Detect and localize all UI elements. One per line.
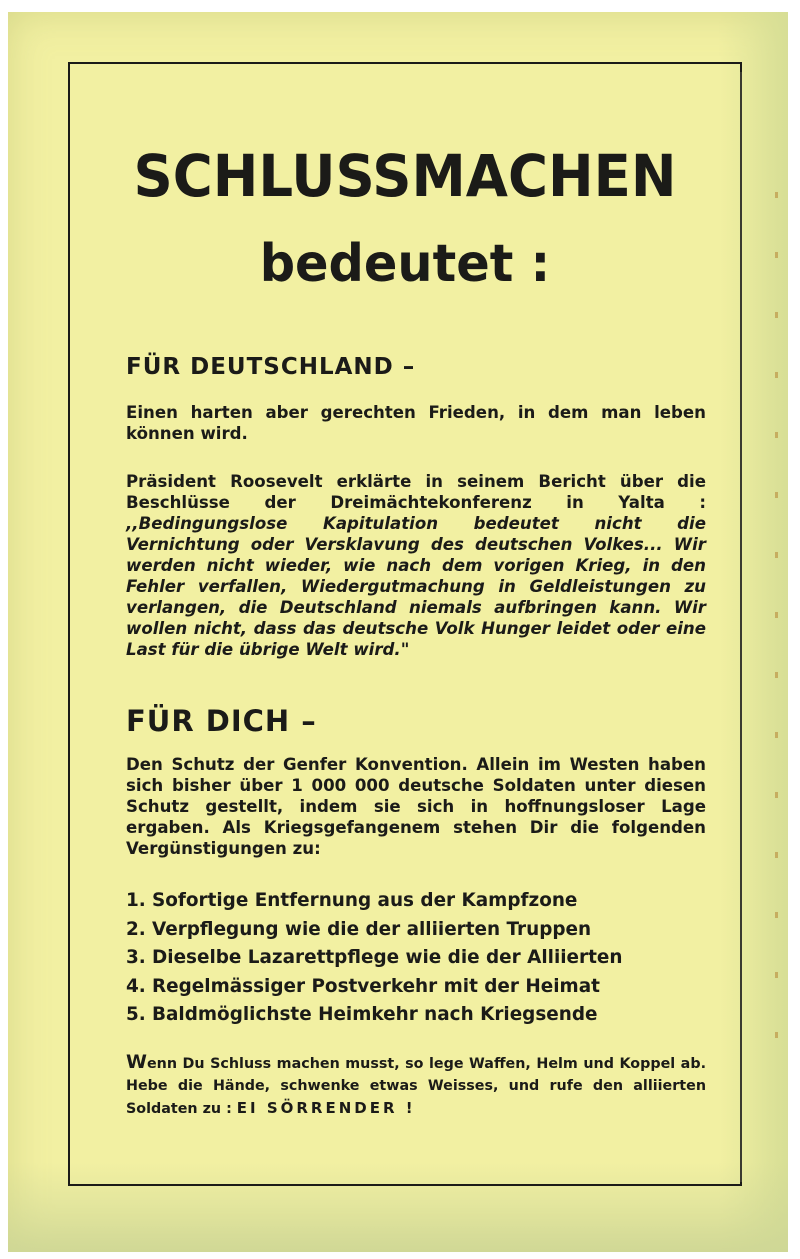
roosevelt-paragraph [126,471,706,660]
list-item [126,973,706,1002]
section-heading-germany: FÜR DEUTSCHLAND – [126,354,416,380]
section-heading-you: FÜR DICH – [126,704,317,738]
list-item [126,887,706,916]
list-item-number: 4. [126,975,146,997]
leaflet-title: SCHLUSSMACHEN [133,142,677,210]
roosevelt-quote: ,,Bedingungslose Kapitulation bedeutet nicht die Vernichtung oder Versklavung des deutschen Volkes... Wir werden nicht wieder, wie nach dem vorigen Krieg, in den Fehler verfallen, Wiedergutmachung in Geldleistungen zu verlangen, die Deutschland niemals aufbringen kann. Wir wollen nicht, dass das deutsche Volk Hunger leidet oder eine Last für die übrige Welt wird." [126,514,706,659]
border-frame [68,62,742,1186]
list-item-text: Dieselbe Lazarettpflege wie die der Alliierten [152,947,623,968]
roosevelt-intro: Präsident Roosevelt erklärte in seinem Bericht über die Beschlüsse der Dreimächtekonferenz in Yalta : [126,472,706,512]
list-item-text: Verpflegung wie die der alliierten Truppen [152,918,592,940]
list-item-number: 3. [126,947,146,968]
peace-text: Einen harten aber gerechten Frieden, in dem man leben können wird. [126,403,706,443]
roosevelt-text [126,471,706,660]
closing-paragraph [126,1051,706,1120]
list-item [126,944,706,973]
list-item [126,1001,706,1030]
leaflet-paper [8,12,788,1252]
closing-text: enn Du Schluss machen musst, so lege Waffen, Helm und Koppel ab. Hebe die Hände, schwenke etwas Weisses, und rufe den alliierten Soldaten zu : [126,1056,706,1117]
list-item-text: Sofortige Entfernung aus der Kampfzone [152,890,578,911]
geneva-paragraph [126,754,706,859]
benefits-list [126,887,706,1030]
geneva-text: Den Schutz der Genfer Konvention. Allein im Westen haben sich bisher über 1 000 000 deutsche Soldaten unter diesen Schutz gestellt, indem sie sich in hoffnungsloser Lage ergaben. Als Kriegsgefangenem stehen Dir die folgenden Vergünstigungen zu: [126,755,706,858]
list-item-number: 1. [126,890,146,911]
border-inner-line [740,72,742,1182]
list-item-text: Regelmässiger Postverkehr mit der Heimat [152,975,600,997]
list-item-number: 5. [126,1004,146,1025]
list-item-text: Baldmöglichste Heimkehr nach Kriegsende [152,1004,598,1025]
peace-paragraph [126,402,706,444]
surrender-slogan: EI SÖRRENDER ! [236,1099,416,1117]
leaflet-content [70,64,740,1184]
list-item [126,916,706,945]
closing-initial: W [126,1051,147,1073]
paper-stain-marks [775,192,778,1052]
leaflet-subtitle: bedeutet : [259,234,551,294]
list-item-number: 2. [126,918,146,940]
